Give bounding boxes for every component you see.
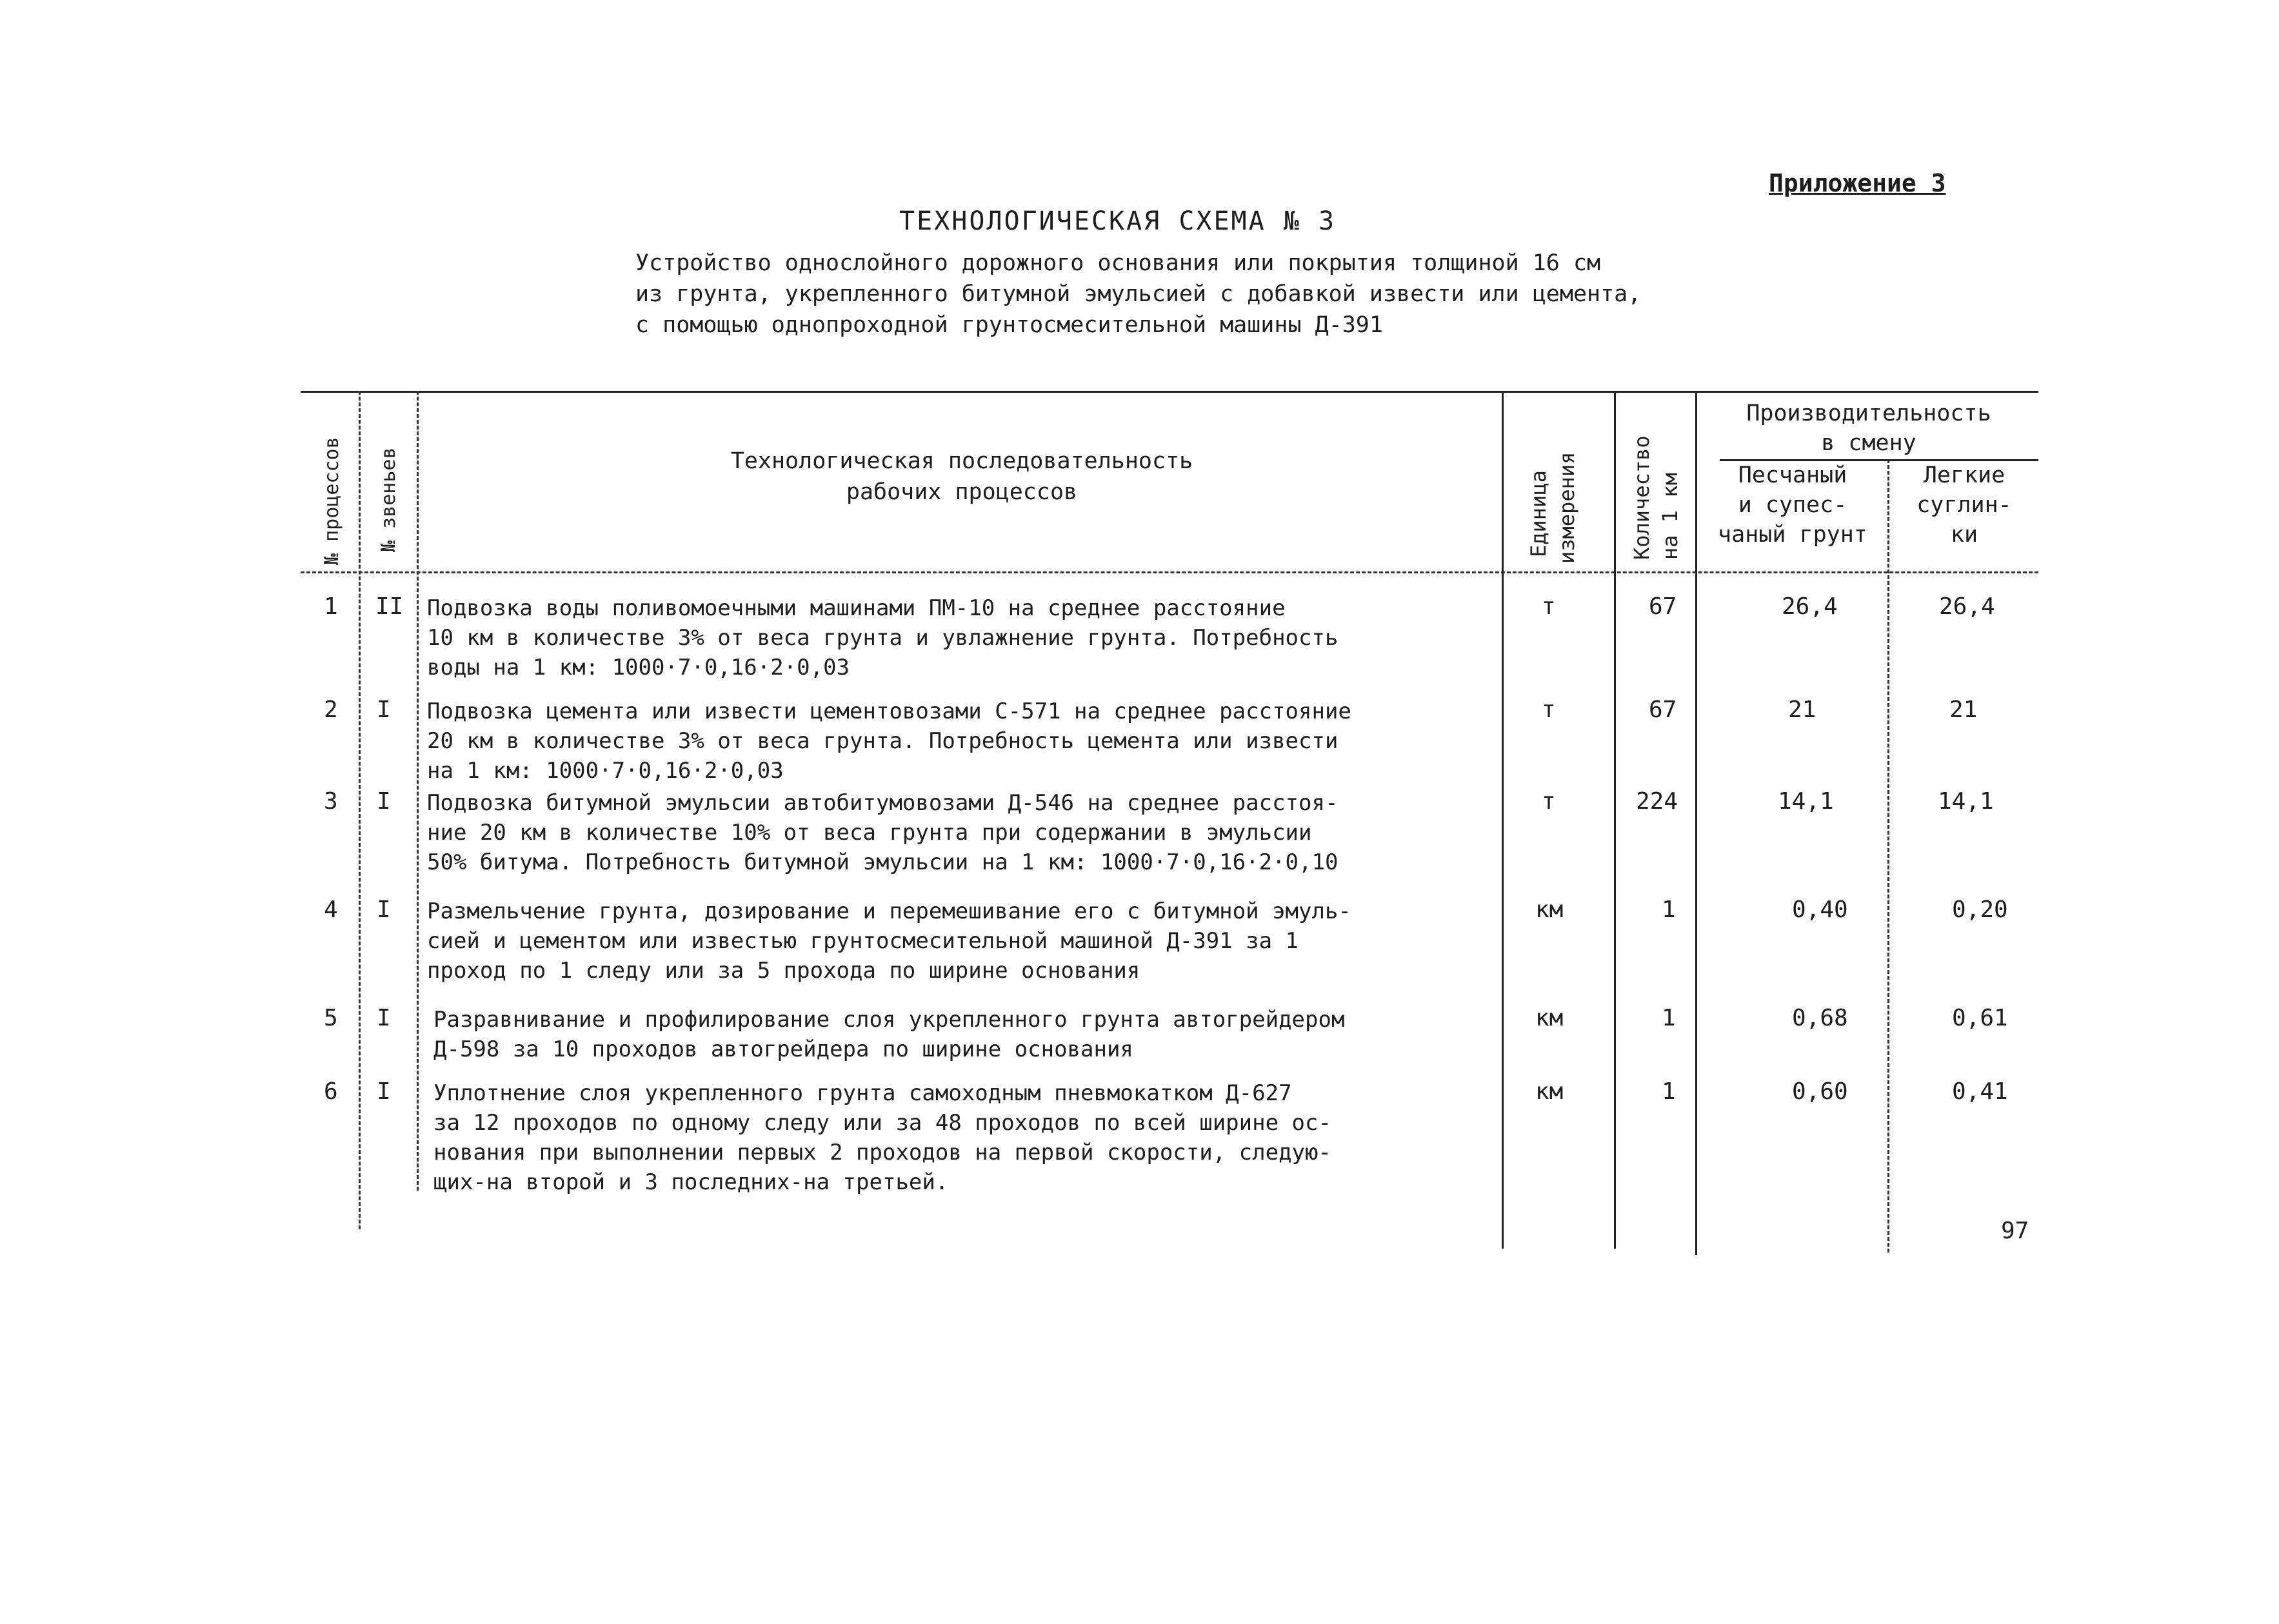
row3-process-no: 3 bbox=[324, 788, 338, 815]
row3-sandy: 14,1 bbox=[1778, 788, 1834, 815]
row4-link-no: I bbox=[377, 896, 391, 923]
header-unit-line1: Единица bbox=[1526, 470, 1551, 557]
header-sandy-line1: Песчаный bbox=[1738, 462, 1847, 488]
header-link-no: № звеньев bbox=[377, 447, 400, 552]
row2-desc-line3: на 1 км: 1000·7·0,16·2·0,03 bbox=[427, 758, 784, 784]
row6-sandy: 0,60 bbox=[1792, 1078, 1848, 1105]
header-bottom-rule bbox=[301, 571, 2038, 573]
col-divider-2 bbox=[417, 391, 419, 1191]
row6-qty: 1 bbox=[1662, 1078, 1676, 1105]
process-table bbox=[301, 391, 2038, 1262]
row4-desc-line2: сией и цементом или известью грунтосмесительной машиной Д-391 за 1 bbox=[427, 928, 1299, 954]
row1-link-no: II bbox=[375, 593, 404, 620]
subtitle-line-2: из грунта, укрепленного битумной эмульсией с добавкой извести или цемента, bbox=[635, 281, 1642, 307]
row3-desc-line1: Подвозка битумной эмульсии автобитумовозами Д-546 на среднее расстоя- bbox=[427, 790, 1339, 816]
header-unit-line2: измерения bbox=[1555, 451, 1579, 564]
row2-qty: 67 bbox=[1649, 697, 1677, 723]
row6-desc-line2: за 12 проходов по одному следу или за 48 проходов по всей ширине ос- bbox=[433, 1110, 1331, 1136]
row3-qty: 224 bbox=[1636, 788, 1678, 815]
row1-qty: 67 bbox=[1649, 593, 1677, 620]
row5-link-no: I bbox=[377, 1005, 391, 1031]
row6-desc-line3: нования при выполнении первых 2 проходов на первой скорости, следую- bbox=[433, 1140, 1331, 1165]
row1-process-no: 1 bbox=[324, 593, 338, 620]
row1-unit: т bbox=[1542, 593, 1556, 620]
row6-link-no: I bbox=[377, 1078, 391, 1105]
row5-desc-line2: Д-598 за 10 проходов автогрейдера по ширине основания bbox=[433, 1036, 1133, 1062]
row2-unit: т bbox=[1542, 697, 1556, 723]
row4-desc-line3: проход по 1 следу или за 5 прохода по ширине основания bbox=[427, 958, 1140, 984]
row5-sandy: 0,68 bbox=[1792, 1005, 1848, 1031]
table-top-rule bbox=[301, 391, 2038, 393]
row4-process-no: 4 bbox=[324, 896, 338, 923]
row6-unit: км bbox=[1535, 1078, 1564, 1105]
header-sandy-line2: и супес- bbox=[1738, 492, 1847, 518]
row1-loam: 26,4 bbox=[1939, 593, 1995, 620]
row5-loam: 0,61 bbox=[1952, 1005, 2008, 1031]
row3-loam: 14,1 bbox=[1938, 788, 1994, 815]
row1-desc-line1: Подвозка воды поливомоечными машинами ПМ-10 на среднее расстояние bbox=[427, 595, 1286, 621]
row6-desc-line4: щих-на второй и 3 последних-на третьей. bbox=[433, 1169, 949, 1195]
row3-link-no: I bbox=[377, 788, 391, 815]
row5-process-no: 5 bbox=[324, 1005, 338, 1031]
row5-desc-line1: Разравнивание и профилирование слоя укрепленного грунта автогрейдером bbox=[433, 1007, 1345, 1033]
header-sequence-line1: Технологическая последовательность bbox=[730, 448, 1193, 474]
row6-loam: 0,41 bbox=[1952, 1078, 2008, 1105]
row1-desc-line2: 10 км в количестве 3% от веса грунта и увлажнение грунта. Потребность bbox=[427, 625, 1339, 651]
row4-desc-line1: Размельчение грунта, дозирование и перемешивание его с битумной эмуль- bbox=[427, 898, 1351, 924]
row4-sandy: 0,40 bbox=[1792, 896, 1848, 923]
row2-desc-line1: Подвозка цемента или извести цементовозами С-571 на среднее расстояние bbox=[427, 698, 1351, 724]
row3-unit: т bbox=[1542, 788, 1556, 815]
row2-loam: 21 bbox=[1949, 697, 1978, 723]
row6-process-no: 6 bbox=[324, 1078, 338, 1105]
row1-desc-line3: воды на 1 км: 1000·7·0,16·2·0,03 bbox=[427, 655, 850, 680]
row2-link-no: I bbox=[377, 697, 391, 723]
subtitle-line-1: Устройство однослойного дорожного основания или покрытия толщиной 16 см bbox=[635, 250, 1601, 276]
appendix-label: Приложение 3 bbox=[1769, 169, 1946, 197]
subtitle-line-3: с помощью однопроходной грунтосмесительной машины Д-391 bbox=[635, 312, 1383, 338]
row6-desc-line1: Уплотнение слоя укрепленного грунта самоходным пневмокатком Д-627 bbox=[433, 1080, 1292, 1106]
row3-desc-line2: ние 20 км в количестве 10% от веса грунта при содержании в эмульсии bbox=[427, 820, 1312, 846]
productivity-rule bbox=[1720, 459, 2038, 461]
col-divider-6 bbox=[1887, 459, 1889, 1253]
page-number: 97 bbox=[2001, 1218, 2029, 1244]
row1-sandy: 26,4 bbox=[1782, 593, 1838, 620]
col-divider-1 bbox=[359, 391, 361, 1229]
row5-qty: 1 bbox=[1662, 1005, 1676, 1031]
header-productivity-line1: Производительность bbox=[1746, 401, 1991, 426]
scheme-title: ТЕХНОЛОГИЧЕСКАЯ СХЕМА № 3 bbox=[899, 206, 1337, 236]
header-productivity-line2: в смену bbox=[1821, 430, 1916, 456]
row3-desc-line3: 50% битума. Потребность битумной эмульсии на 1 км: 1000·7·0,16·2·0,10 bbox=[427, 849, 1339, 875]
col-divider-5 bbox=[1695, 391, 1697, 1255]
header-process-no: № процессов bbox=[321, 437, 343, 565]
col-divider-4 bbox=[1614, 391, 1616, 1249]
header-sandy-line3: чаный грунт bbox=[1718, 522, 1867, 548]
col-divider-3 bbox=[1502, 391, 1504, 1249]
row5-unit: км bbox=[1535, 1005, 1564, 1031]
header-loam-line3: ки bbox=[1950, 522, 1978, 548]
row4-unit: км bbox=[1535, 896, 1564, 923]
row4-qty: 1 bbox=[1662, 896, 1676, 923]
header-loam-line2: суглин- bbox=[1916, 492, 2012, 518]
row2-sandy: 21 bbox=[1788, 697, 1816, 723]
row2-desc-line2: 20 км в количестве 3% от веса грунта. Потребность цемента или извести bbox=[427, 728, 1339, 754]
header-sequence-line2: рабочих процессов bbox=[846, 479, 1078, 505]
header-qty-line1: Количество bbox=[1629, 435, 1654, 560]
row4-loam: 0,20 bbox=[1952, 896, 2008, 923]
row2-process-no: 2 bbox=[324, 697, 338, 723]
header-loam-line1: Легкие bbox=[1923, 462, 2005, 488]
header-qty-line2: на 1 км bbox=[1658, 473, 1682, 560]
